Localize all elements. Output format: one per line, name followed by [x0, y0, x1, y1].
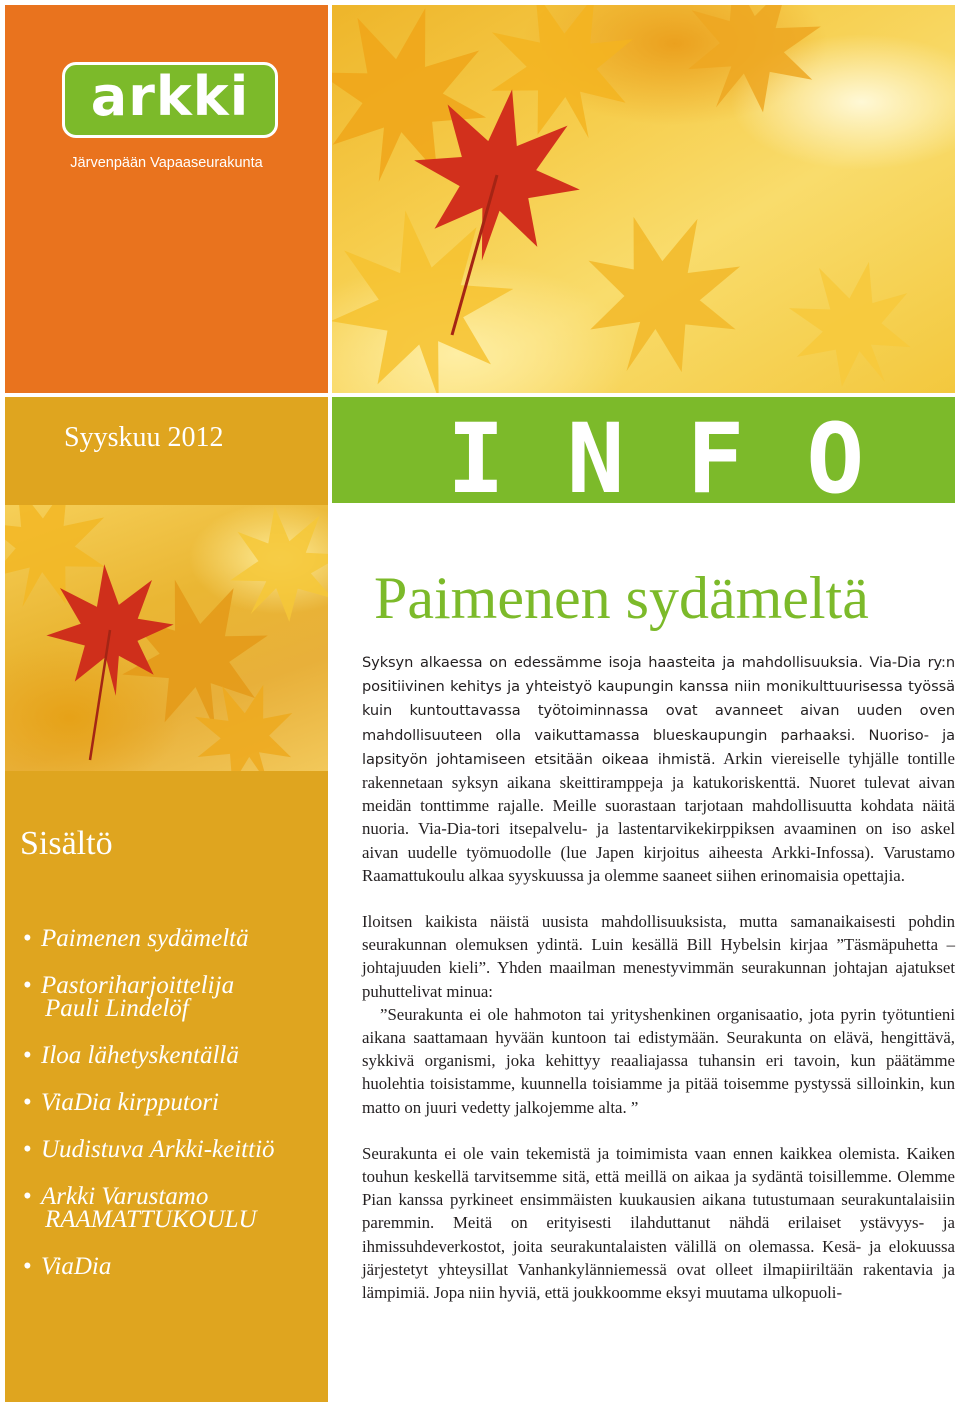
article-body	[362, 650, 955, 1327]
table-of-contents	[23, 927, 323, 1302]
article-text: Seurakunta ei ole vain tekemistä ja toimimista vaan ennen kaikkea olemista. Kaiken touhun keskellä tarvitsemme sitä, että meillä on aikaa ja sydäntä toisillemme. Olemme Pian kanssa pyrkineet ensimmäisten kuukausien aikana tutustumaan seurakuntalaisiin paremmin. Meitä on erityisesti ilahduttanut nähdä erilaiset ystävyys- ja ihmissuhdeverkostot, joita seurakuntalaisten välillä on olemassa. Kesä- ja elokuussa järjestetyt yhteysillat Vanhankylänniemessä ovat olleet ilmapiiriltään rakentavia ja lämpimiä. Jopa niin hyviä, että joukkoomme eksyi muutama ulkopuoli-	[362, 1143, 955, 1303]
issue-date: Syyskuu 2012	[64, 422, 224, 453]
toc-item-label: ViaDia kirpputori	[41, 1089, 220, 1116]
article-title: Paimenen sydämeltä	[374, 565, 869, 631]
toc-item[interactable]	[23, 1091, 323, 1114]
info-banner	[332, 397, 955, 515]
organization-name: Järvenpään Vapaaseurakunta	[70, 155, 263, 171]
toc-item[interactable]	[23, 1185, 323, 1231]
toc-item-label: Arkki Varustamo	[41, 1183, 209, 1210]
leaves-small-illustration	[5, 505, 328, 771]
toc-item[interactable]	[23, 1044, 323, 1067]
arkki-logo	[62, 62, 278, 138]
info-heading: INFO	[447, 403, 927, 515]
header-box	[5, 5, 328, 393]
autumn-leaves-photo	[332, 5, 955, 393]
toc-item-label: Pastoriharjoittelija	[41, 972, 235, 999]
toc-item-label: Uudistuva Arkki-keittiö	[41, 1136, 275, 1163]
autumn-leaves-photo-small	[5, 505, 328, 771]
left-panel	[5, 397, 328, 1402]
toc-item-label: ViaDia	[41, 1253, 112, 1280]
toc-item[interactable]	[23, 974, 323, 1020]
toc-item[interactable]	[23, 1138, 323, 1161]
article-quote: ”Seurakunta ei ole hahmoton tai yrityshenkinen organisaatio, jota pyrin työtuntieni aikana saattamaan hyvään kuntoon tai edistymään. Seurakunta on elävä, hengittävä, sykkivä organismi, joka kehittyy reaaliajassa tuhansin eri tavoin, kun päätämme huolehtia toisistamme, kuunnella toisiamme ja pitää toisemme pystyssä silloinkin, kun matto on juuri vedetty jalkojemme alta. ”	[362, 1004, 955, 1117]
toc-item-label: Paimenen sydämeltä	[41, 925, 249, 952]
contents-title: Sisältö	[20, 825, 113, 862]
toc-item-label: Iloa lähetyskentällä	[41, 1042, 239, 1069]
leaves-illustration	[332, 5, 955, 393]
article-text: Iloitsen kaikista näistä uusista mahdollisuuksista, mutta samanaikaisesti pohdin seurakunnan olemuksen ydintä. Luin kesällä Bill Hybelsin kirjaa ”Täsmäpuhetta – johtajuuden kieli”. Yhden maailman menestyvimmän seurakunnan johtajan ajatukset puhuttelivat minua:	[362, 912, 955, 1001]
article-text-sans: Syksyn alkaessa on edessämme isoja haasteita ja mahdollisuuksia. Via-Dia ry:n positiivinen kehitys ja yhteistyö kaupungin kanssa niin monikulttuurisessa työssä kuin kuntouttavassa työtoiminnassa ovat avanneet aivan uuden oven mahdollisuuteen olla vaikuttamassa blueskaupungin parhaaksi. Nuoriso- ja lapsityön johtamiseen etsitään oikeaa ihmistä.	[362, 654, 955, 768]
toc-item-sublabel: RAAMATTUKOULU	[45, 1206, 257, 1233]
article-text: Arkin viereiselle tyhjälle tontille rakennetaan syksyn aikana skeittiramppeja ja katukoriskenttä. Nuoret tulevat aivan meidän tonttimme rajalle. Meille suorastaan tarjotaan mahdollisuutta kohdata näitä nuoria. Via-Dia-tori itsepalvelu- ja lastentarvikekirppiksen avaaminen on iso askel aivan uudelle työmuodolle (lue Japen kirjoitus aiheesta Arkki-Infossa). Varustamo Raamattukoulu alkaa syyskuussa ja olemme saaneet siihen erinomaisia opettajia.	[362, 748, 955, 885]
article-paragraph	[362, 910, 955, 1119]
toc-item[interactable]	[23, 1255, 323, 1278]
logo-text: arkki	[90, 65, 250, 128]
toc-item[interactable]	[23, 927, 323, 950]
article-paragraph	[362, 650, 955, 887]
article-paragraph	[362, 1142, 955, 1304]
toc-item-sublabel: Pauli Lindelöf	[45, 995, 189, 1022]
